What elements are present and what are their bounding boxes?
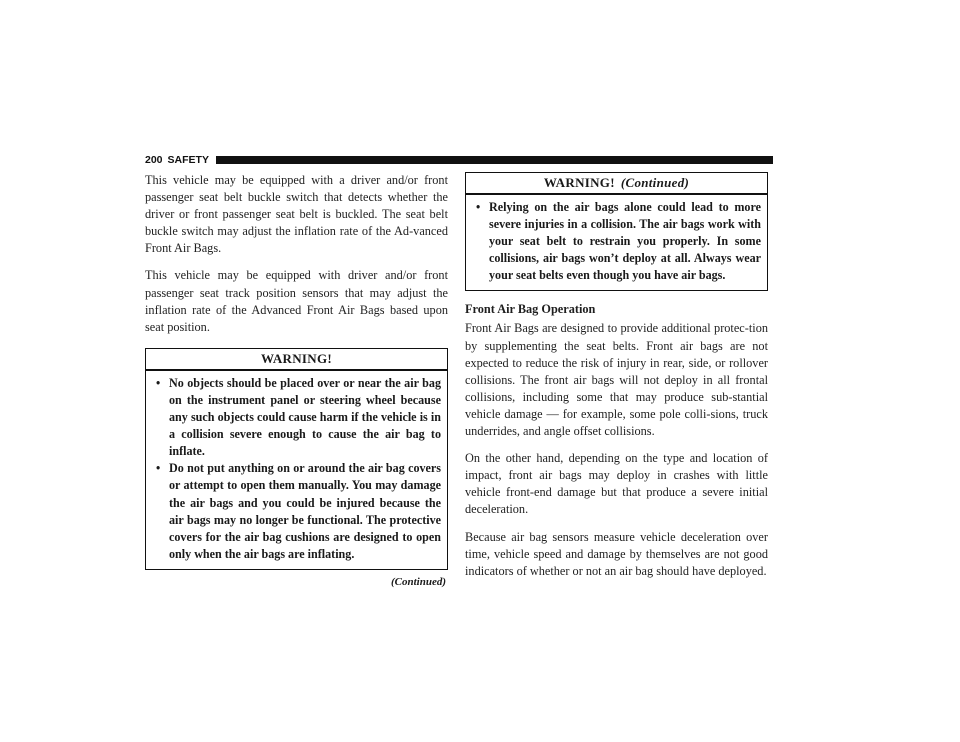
warning-title	[466, 173, 767, 195]
page-number: 200	[145, 154, 163, 166]
warning-item-text: No objects should be placed over or near the air bag on the instrument panel or steering wheel because any such objects could cause harm if the vehicle is in a collision severe enough to cause the air bag to inflate.	[169, 375, 441, 459]
warning-item-text: Do not put anything on or around the air bag covers or attempt to open them manually. You may damage the air bags and you could be injured because the air bags may no longer be functional. The protective covers for the air bag cushions are designed to open only when the air bags are inflating.	[169, 461, 441, 561]
warning-item-text: Relying on the air bags alone could lead to more severe injuries in a collision. The air bags work with your seat belt to restrain you properly. In some collisions, air bags won’t deploy at all. Always wear your seat belts even though you have air bags.	[489, 200, 761, 283]
page-header	[145, 154, 773, 166]
warning-title-continued: (Continued)	[620, 175, 690, 190]
continued-label: (Continued)	[390, 575, 446, 588]
paragraph-front-air-bags: Front Air Bags are designed to provide additional protec-tion by supplementing the seat belts. Front air bags are not expected to reduce the risk of injury in rear, side, or rollover collisions. The front air bags will not deploy in all frontal collisions, including some that may produce sub-stantial vehicle damage — for example, some pole colli-sions, truck underrides, and angle offset collisions.	[465, 321, 768, 439]
paragraph-sensors: Because air bag sensors measure vehicle deceleration over time, vehicle speed and damage by themselves are not good indicators of whether or not an air bag should have deployed.	[465, 529, 768, 578]
bullet-icon: •	[476, 200, 481, 214]
warning-title-text: WARNING!	[543, 175, 615, 190]
paragraph-buckle-switch: This vehicle may be equipped with a driver and/or front passenger seat belt buckle switch that detects whether the driver or front passenger seat belt is buckled. The seat belt buckle switch may adjust the inflation rate of the Ad-vanced Front Air Bags.	[145, 173, 448, 256]
warning-box-continued	[465, 172, 768, 291]
left-column	[145, 172, 448, 589]
warning-list	[146, 371, 447, 569]
paragraph-seat-track-sensors: This vehicle may be equipped with driver and/or front passenger seat track position sensors that may adjust the inflation rate of the Advanced Front Air Bags based upon seat position.	[145, 268, 448, 334]
warning-item	[476, 199, 761, 284]
warning-item	[156, 375, 441, 460]
right-column	[465, 172, 768, 590]
bullet-icon: •	[156, 375, 161, 390]
header-rule	[216, 156, 773, 164]
subheading-front-air-bag-operation: Front Air Bag Operation	[465, 302, 596, 317]
warning-title	[146, 349, 447, 371]
paragraph-impact-type: On the other hand, depending on the type and location of impact, front air bags may deploy in crashes with little vehicle front-end damage but that produce a severe initial deceleration.	[465, 451, 768, 517]
warning-title-text: WARNING!	[260, 350, 332, 366]
warning-box	[145, 348, 448, 570]
warning-item	[156, 460, 441, 563]
bullet-icon: •	[156, 461, 161, 476]
section-title: SAFETY	[167, 154, 209, 166]
warning-list	[466, 195, 767, 290]
